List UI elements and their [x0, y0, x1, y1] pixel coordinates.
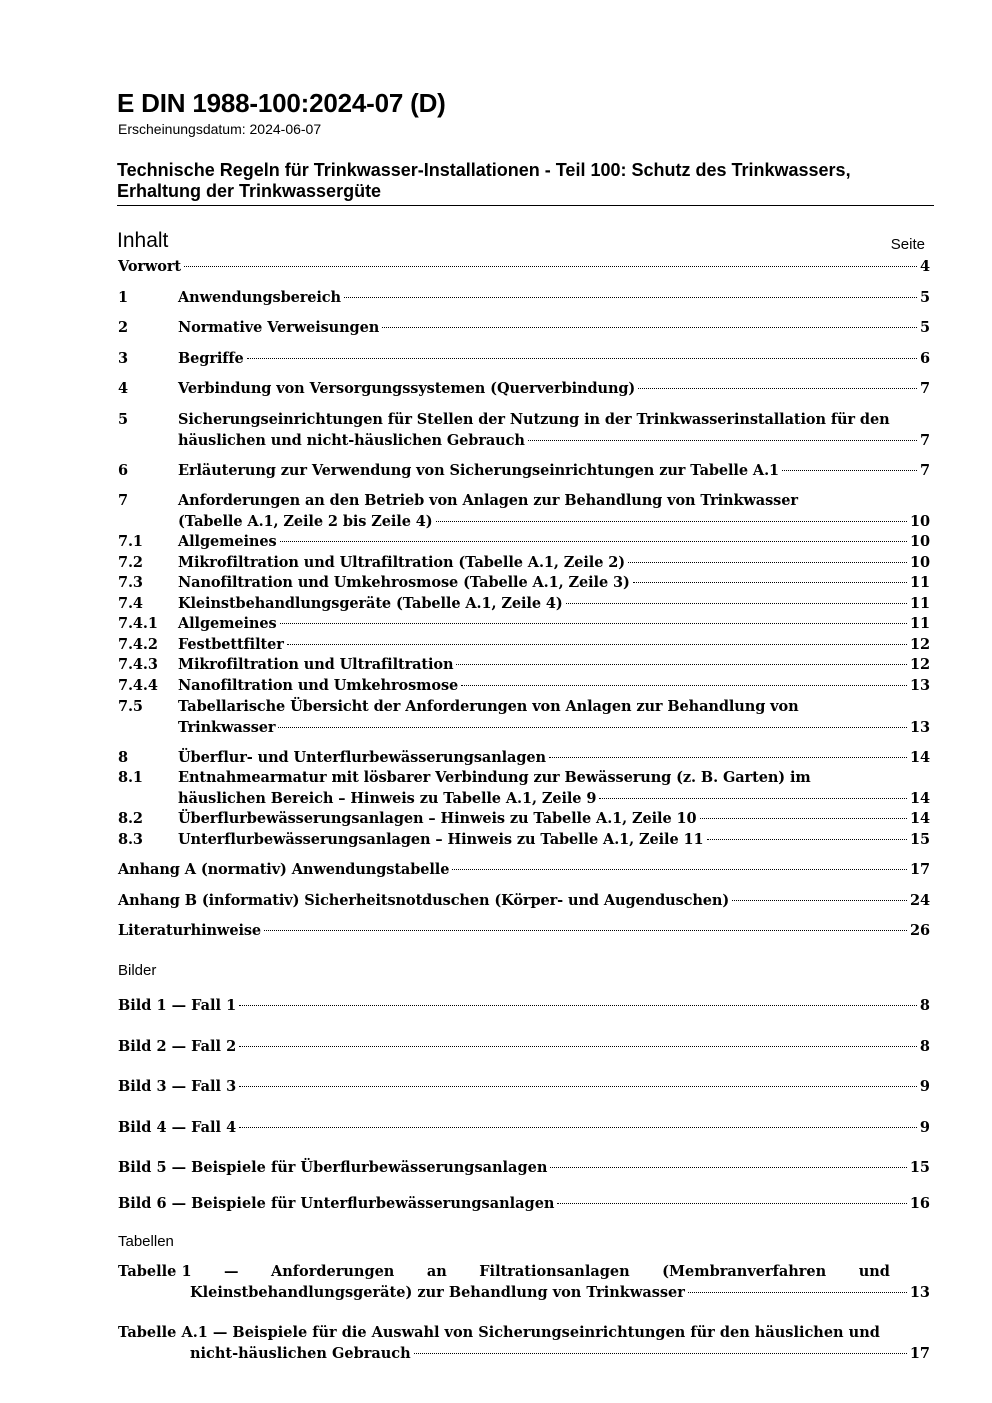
- tables-heading: Tabellen: [118, 1233, 174, 1250]
- toc-entry-line: [178, 318, 930, 339]
- toc-entry-title: häuslichen Bereich – Hinweis zu Tabelle A.1, Zeile 9: [178, 789, 597, 807]
- toc-entry-line: [190, 1344, 930, 1365]
- toc-entry-title: häuslichen und nicht-häuslichen Gebrauch: [178, 431, 525, 449]
- dot-leader: [456, 664, 907, 665]
- document-title: Technische Regeln für Trinkwasser-Installationen - Teil 100: Schutz des Trinkwassers, Erhaltung der Trinkwassergüte: [117, 160, 851, 201]
- dot-leader: [688, 1292, 907, 1293]
- toc-entry-title: Trinkwasser: [178, 718, 276, 736]
- toc-entry-number: 7.5: [118, 698, 143, 715]
- toc-entry-title: Überflurbewässerungsanlagen – Hinweis zu Tabelle A.1, Zeile 10: [178, 810, 697, 827]
- dot-leader: [566, 603, 907, 604]
- toc-entry-line: [118, 891, 930, 912]
- toc-entry-line: [118, 1118, 930, 1139]
- dot-leader: [280, 541, 907, 542]
- toc-entry[interactable]: [118, 461, 930, 482]
- toc-entry-number: 8: [118, 749, 128, 766]
- table-entry-word: —: [224, 1263, 239, 1280]
- dot-leader: [184, 266, 917, 267]
- toc-entry-line: [190, 1283, 930, 1304]
- toc-entry-title: Unterflurbewässerungsanlagen – Hinweis zu Tabelle A.1, Zeile 11: [178, 831, 704, 848]
- toc-entry-line: [118, 1077, 930, 1098]
- dot-leader: [550, 1167, 906, 1168]
- toc-entry[interactable]: [118, 655, 930, 676]
- toc-entry-line: [178, 830, 930, 851]
- toc-entry-title: Überflur- und Unterflurbewässerungsanlagen: [178, 749, 546, 766]
- toc-entry-number: 5: [118, 411, 128, 428]
- toc-entry-line: [178, 809, 930, 830]
- figures-heading: Bilder: [118, 962, 157, 979]
- toc-entry-title: Mikrofiltration und Ultrafiltration (Tabelle A.1, Zeile 2): [178, 554, 626, 571]
- figure-entry[interactable]: [118, 1194, 930, 1215]
- table-entry-title-line: [118, 1323, 890, 1344]
- toc-entry-line: [118, 1194, 930, 1215]
- toc-entry-page: 12: [910, 636, 930, 653]
- toc-entry-title: Erläuterung zur Verwendung von Sicherungseinrichtungen zur Tabelle A.1: [178, 462, 780, 479]
- toc-entry[interactable]: [118, 410, 930, 451]
- toc-entry-page: 14: [910, 749, 930, 766]
- toc-entry-title: Kleinstbehandlungsgeräte) zur Behandlung von Trinkwasser: [190, 1283, 685, 1301]
- toc-entry-page: 7: [920, 431, 930, 449]
- table-entry-word: (Membranverfahren: [662, 1263, 827, 1280]
- toc-entry-title: Bild 4 — Fall 4: [118, 1119, 237, 1136]
- contents-heading: Inhalt: [117, 229, 169, 252]
- dot-leader: [239, 1046, 917, 1047]
- toc-entry-line: [178, 789, 930, 810]
- dot-leader: [732, 900, 907, 901]
- dot-leader: [452, 869, 907, 870]
- toc-entry-title: Anwendungsbereich: [178, 289, 341, 306]
- toc-entry-page: 10: [910, 533, 930, 550]
- toc-entry-line: [178, 431, 930, 452]
- dot-leader: [287, 644, 907, 645]
- figure-entry[interactable]: [118, 1158, 930, 1179]
- dot-leader: [700, 818, 908, 819]
- dot-leader: [528, 440, 917, 441]
- toc-entry-line: [118, 1037, 930, 1058]
- toc-entry-page: 8: [919, 1038, 930, 1055]
- toc-entry-page: 13: [910, 718, 930, 736]
- toc-entry-title: Bild 5 — Beispiele für Überflurbewässerungsanlagen: [118, 1159, 548, 1176]
- toc-entry-title: Normative Verweisungen: [178, 319, 380, 336]
- toc-entry-number: 7.4.2: [118, 636, 158, 653]
- document-id: E DIN 1988-100:2024-07 (D): [117, 88, 446, 118]
- toc-entry-title: Nanofiltration und Umkehrosmose: [178, 677, 459, 694]
- toc-entry-number: 7.1: [118, 533, 143, 550]
- table-entry-word: an: [426, 1263, 447, 1280]
- toc-entry[interactable]: [118, 809, 930, 830]
- toc-entry-page: 26: [910, 922, 930, 939]
- table-entry-word: Tabelle A.1 — Beispiele für die Auswahl von Sicherungseinrichtungen für den häuslichen und: [118, 1324, 880, 1341]
- toc-entry-line: [178, 349, 930, 370]
- toc-entry-title: Anhang B (informativ) Sicherheitsnotduschen (Körper- und Augenduschen): [118, 892, 730, 909]
- dot-leader: [707, 839, 908, 840]
- toc-entry-line: [118, 921, 930, 942]
- toc-entry-page: 13: [910, 677, 930, 694]
- toc-entry-page: 10: [910, 554, 930, 571]
- toc-entry[interactable]: [118, 553, 930, 574]
- figure-entry[interactable]: [118, 1118, 930, 1139]
- page-column-label: Seite: [890, 236, 925, 253]
- toc-entry-title: Allgemeines: [178, 533, 277, 550]
- toc-entry[interactable]: [118, 379, 930, 400]
- dot-leader: [549, 757, 907, 758]
- toc-entry-number: 2: [118, 319, 128, 336]
- table-entry-word: Anforderungen: [271, 1263, 395, 1280]
- toc-entry[interactable]: [118, 697, 930, 738]
- toc-entry[interactable]: [118, 676, 930, 697]
- toc-entry-line: [178, 718, 930, 739]
- toc-entry[interactable]: [118, 635, 930, 656]
- figure-entry[interactable]: [118, 996, 930, 1017]
- toc-entry[interactable]: [118, 491, 930, 532]
- dot-leader: [344, 297, 917, 298]
- toc-entry-title: Anhang A (normativ) Anwendungstabelle: [118, 861, 450, 878]
- toc-entry-page: 14: [910, 810, 930, 827]
- toc-entry-line: [118, 996, 930, 1017]
- toc-entry-line: [178, 635, 930, 656]
- toc-entry-line: [178, 553, 930, 574]
- toc-entry[interactable]: [118, 318, 930, 339]
- toc-entry-title: Bild 1 — Fall 1: [118, 997, 237, 1014]
- dot-leader: [239, 1127, 917, 1128]
- toc-entry-title: Bild 2 — Fall 2: [118, 1038, 237, 1055]
- toc-entry-title: Begriffe: [178, 350, 244, 367]
- toc-entry-page: 8: [919, 997, 930, 1014]
- figure-entry[interactable]: [118, 1077, 930, 1098]
- table-entry-word: und: [858, 1263, 890, 1280]
- toc-entry-line: [118, 860, 930, 881]
- figure-entry[interactable]: [118, 1037, 930, 1058]
- toc-entry-number: 7: [118, 492, 128, 509]
- toc-entry-page: 11: [910, 615, 930, 632]
- toc-entry-page: 7: [920, 462, 930, 479]
- toc-entry-page: 17: [909, 1344, 930, 1362]
- dot-leader: [782, 470, 917, 471]
- toc-entry-title: Bild 6 — Beispiele für Unterflurbewässerungsanlagen: [118, 1195, 555, 1212]
- toc-entry-number: 6: [118, 462, 128, 479]
- toc-entry-title: nicht-häuslichen Gebrauch: [190, 1344, 411, 1362]
- dot-leader: [280, 623, 907, 624]
- toc-entry-title: Literaturhinweise: [118, 922, 262, 939]
- toc-entry-page: 14: [910, 789, 930, 807]
- toc-entry-number: 7.2: [118, 554, 143, 571]
- title-divider: [117, 205, 934, 206]
- toc-entry-number: 7.3: [118, 574, 143, 591]
- toc-entry[interactable]: [118, 594, 930, 615]
- toc-entry[interactable]: [118, 573, 930, 594]
- toc-entry-line: [178, 532, 930, 553]
- toc-entry-page: 12: [910, 656, 930, 673]
- toc-entry-page: 4: [920, 258, 930, 275]
- toc-entry-number: 8.2: [118, 810, 143, 827]
- dot-leader: [633, 582, 907, 583]
- toc-entry-page: 9: [919, 1119, 930, 1136]
- toc-entry-page: 13: [909, 1283, 930, 1301]
- toc-entry-page: 5: [920, 289, 930, 306]
- toc-entry-page: 6: [920, 350, 930, 367]
- toc-entry-page: 15: [910, 831, 930, 848]
- toc-entry[interactable]: [118, 860, 930, 881]
- dot-leader: [247, 358, 917, 359]
- toc-entry-number: 7.4: [118, 595, 143, 612]
- table-entry-word: Filtrationsanlagen: [479, 1263, 630, 1280]
- toc-entry-number: 3: [118, 350, 128, 367]
- dot-leader: [557, 1203, 906, 1204]
- toc-entry-title: Festbettfilter: [178, 636, 284, 653]
- toc-entry-line: [178, 748, 930, 769]
- toc-entry-title: Verbindung von Versorgungssystemen (Querverbindung): [178, 380, 636, 397]
- toc-entry[interactable]: [118, 768, 930, 809]
- toc-entry-number: 8.3: [118, 831, 143, 848]
- toc-entry-line: [178, 573, 930, 594]
- toc-entry-line: [118, 257, 930, 278]
- toc-entry[interactable]: [118, 748, 930, 769]
- dot-leader: [382, 327, 917, 328]
- toc-entry[interactable]: [118, 891, 930, 912]
- table-entry-word: Tabelle 1: [118, 1263, 192, 1280]
- toc-entry-number: 8.1: [118, 769, 143, 786]
- toc-entry-title: Kleinstbehandlungsgeräte (Tabelle A.1, Zeile 4): [178, 595, 563, 612]
- toc-entry[interactable]: [118, 349, 930, 370]
- toc-entry-number: 7.4.4: [118, 677, 158, 694]
- dot-leader: [638, 388, 917, 389]
- toc-entry-line: [178, 676, 930, 697]
- toc-entry-line: [178, 614, 930, 635]
- toc-entry[interactable]: [118, 830, 930, 851]
- toc-entry-line: [118, 1158, 930, 1179]
- toc-entry-page: 16: [909, 1195, 930, 1212]
- toc-entry[interactable]: [118, 532, 930, 553]
- toc-entry-line: [178, 379, 930, 400]
- toc-entry-page: 11: [910, 595, 930, 612]
- toc-entry-line: [178, 594, 930, 615]
- toc-entry-title-line: Tabellarische Übersicht der Anforderungen von Anlagen zur Behandlung von: [178, 698, 799, 715]
- toc-entry[interactable]: [118, 288, 930, 309]
- toc-entry-line: [178, 655, 930, 676]
- toc-entry-number: 7.4.3: [118, 656, 158, 673]
- toc-entry-number: 7.4.1: [118, 615, 158, 632]
- toc-entry-title: Bild 3 — Fall 3: [118, 1078, 237, 1095]
- publication-date: Erscheinungsdatum: 2024-06-07: [118, 121, 322, 137]
- dot-leader: [599, 798, 907, 799]
- toc-entry[interactable]: [118, 614, 930, 635]
- toc-entry-title: (Tabelle A.1, Zeile 2 bis Zeile 4): [178, 512, 433, 530]
- toc-entry-page: 17: [910, 861, 930, 878]
- dot-leader: [628, 562, 907, 563]
- dot-leader: [278, 727, 907, 728]
- toc-entry-page: 24: [910, 892, 930, 909]
- toc-entry-line: [178, 288, 930, 309]
- dot-leader: [264, 930, 907, 931]
- toc-entry-line: [178, 461, 930, 482]
- toc-entry[interactable]: [118, 257, 930, 278]
- toc-entry-page: 15: [909, 1159, 930, 1176]
- table-entry[interactable]: [118, 1262, 930, 1303]
- dot-leader: [239, 1005, 917, 1006]
- toc-entry-title: Allgemeines: [178, 615, 277, 632]
- toc-entry-title-line: Entnahmearmatur mit lösbarer Verbindung zur Bewässerung (z. B. Garten) im: [178, 769, 811, 786]
- toc-entry-number: 4: [118, 380, 128, 397]
- toc-entry-page: 11: [910, 574, 930, 591]
- toc-entry-title-line: Anforderungen an den Betrieb von Anlagen zur Behandlung von Trinkwasser: [178, 492, 798, 509]
- toc-entry-page: 9: [919, 1078, 930, 1095]
- toc-entry-number: 1: [118, 289, 128, 306]
- table-entry[interactable]: [118, 1323, 930, 1364]
- toc-entry-title-line: Sicherungseinrichtungen für Stellen der Nutzung in der Trinkwasserinstallation für den: [178, 411, 890, 428]
- table-entry-title-line: [118, 1262, 890, 1283]
- toc-entry-line: [178, 512, 930, 533]
- toc-entry-title: Nanofiltration und Umkehrosmose (Tabelle A.1, Zeile 3): [178, 574, 630, 591]
- dot-leader: [414, 1353, 907, 1354]
- toc-entry-page: 10: [910, 512, 930, 530]
- toc-entry-title: Vorwort: [118, 258, 182, 275]
- toc-entry-page: 7: [920, 380, 930, 397]
- dot-leader: [436, 521, 907, 522]
- dot-leader: [239, 1086, 917, 1087]
- toc-entry[interactable]: [118, 921, 930, 942]
- toc-entry-page: 5: [920, 319, 930, 336]
- dot-leader: [461, 685, 907, 686]
- toc-entry-title: Mikrofiltration und Ultrafiltration: [178, 656, 454, 673]
